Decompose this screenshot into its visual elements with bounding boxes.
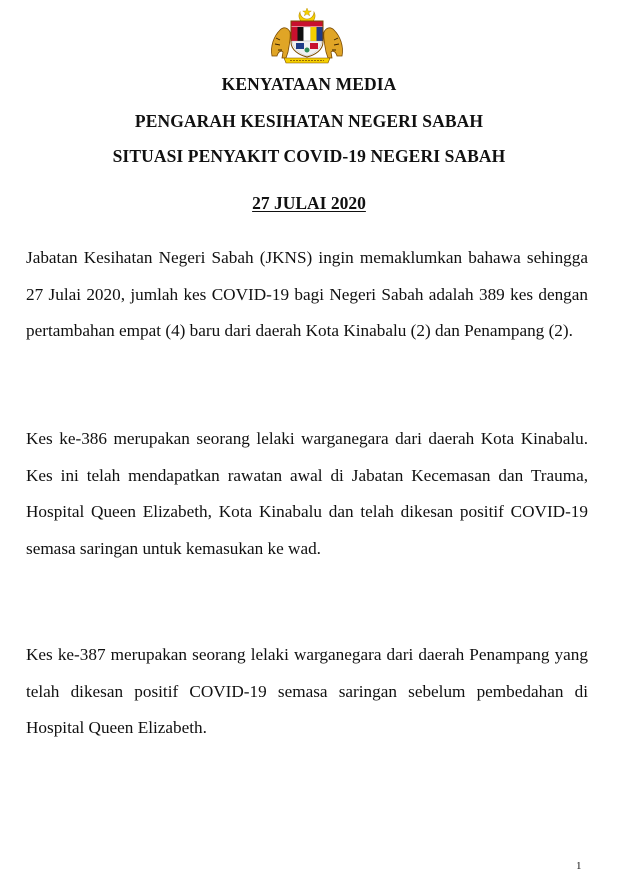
paragraph-case-387: Kes ke-387 merupakan seorang lelaki warganegara dari daerah Penampang yang telah dikesan positif COVID-19 semasa saringan sebelum pembedahan di Hospital Queen Elizabeth. <box>26 645 588 737</box>
malaysia-coat-of-arms-icon <box>266 6 348 64</box>
director-title: PENGARAH KESIHATAN NEGERI SABAH <box>134 111 484 131</box>
situation-title: SITUASI PENYAKIT COVID-19 NEGERI SABAH <box>112 146 506 166</box>
statement-date-text: 27 JULAI 2020 <box>252 193 366 213</box>
media-statement-title: KENYATAAN MEDIA <box>221 74 397 94</box>
paragraph-case-386: Kes ke-386 merupakan seorang lelaki warganegara dari daerah Kota Kinabalu. Kes ini telah mendapatkan rawatan awal di Jabatan Kecemasan dan Trauma, Hospital Queen Elizabeth, Kota Kinabalu dan telah dikesan positif COVID-19 semasa saringan untuk kemasukan ke wad. <box>26 429 588 558</box>
page-number: 1 <box>576 860 582 872</box>
statement-date <box>0 192 618 214</box>
paragraph-summary: Jabatan Kesihatan Negeri Sabah (JKNS) ingin memaklumkan bahawa sehingga 27 Julai 2020, jumlah kes COVID-19 bagi Negeri Sabah adalah 389 kes dengan pertambahan empat (4) baru dari daerah Kota Kinabalu (2) dan Penampang (2). <box>26 248 588 340</box>
